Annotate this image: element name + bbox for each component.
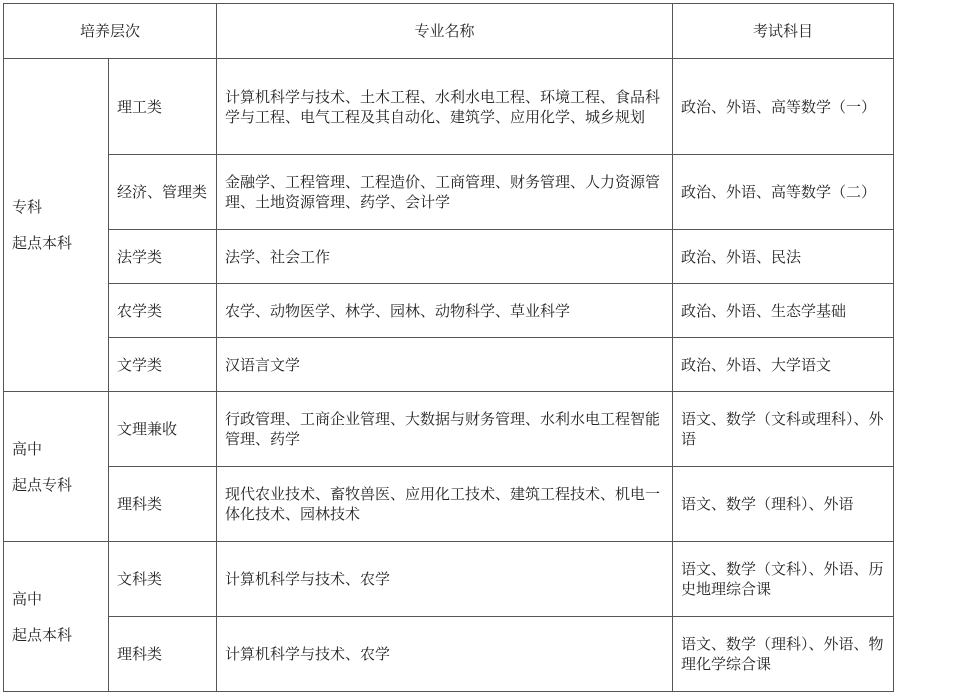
category-cell: 法学类	[109, 230, 217, 284]
majors-cell: 金融学、工程管理、工程造价、工商管理、财务管理、人力资源管理、土地资源管理、药学、会计学	[217, 155, 673, 230]
subjects-cell: 语文、数学（文科）、外语、历史地理综合课	[673, 542, 894, 617]
majors-cell: 汉语言文学	[217, 338, 673, 392]
level-line: 高中	[12, 589, 43, 608]
majors-cell: 行政管理、工商企业管理、大数据与财务管理、水利水电工程智能管理、药学	[217, 392, 673, 467]
subjects-cell: 政治、外语、大学语文	[673, 338, 894, 392]
category-cell: 农学类	[109, 284, 217, 338]
majors-cell: 计算机科学与技术、土木工程、水利水电工程、环境工程、食品科学与工程、电气工程及其自动化、建筑学、应用化学、城乡规划	[217, 59, 673, 155]
header-major: 专业名称	[217, 4, 673, 59]
category-cell: 经济、管理类	[109, 155, 217, 230]
table-row	[4, 230, 894, 284]
subjects-cell: 政治、外语、高等数学（一）	[673, 59, 894, 155]
level-cell	[4, 59, 109, 392]
table-row	[4, 467, 894, 542]
level-line: 专科	[12, 198, 43, 216]
subjects-cell: 政治、外语、民法	[673, 230, 894, 284]
category-cell: 文科类	[109, 542, 217, 617]
table-row	[4, 338, 894, 392]
level-line: 起点专科	[12, 475, 73, 494]
table-row	[4, 59, 894, 155]
table-header-row	[4, 4, 894, 59]
subjects-cell: 语文、数学（理科）、外语	[673, 467, 894, 542]
level-line: 起点本科	[12, 625, 73, 644]
majors-cell: 农学、动物医学、林学、园林、动物科学、草业科学	[217, 284, 673, 338]
subjects-cell: 语文、数学（文科或理科）、外语	[673, 392, 894, 467]
header-level: 培养层次	[4, 4, 217, 59]
majors-cell: 现代农业技术、畜牧兽医、应用化工技术、建筑工程技术、机电一体化技术、园林技术	[217, 467, 673, 542]
subjects-cell: 政治、外语、生态学基础	[673, 284, 894, 338]
table-row	[4, 617, 894, 692]
category-cell: 文学类	[109, 338, 217, 392]
subjects-cell: 语文、数学（理科）、外语、物理化学综合课	[673, 617, 894, 692]
table-row	[4, 542, 894, 617]
majors-cell: 法学、社会工作	[217, 230, 673, 284]
category-cell: 理科类	[109, 467, 217, 542]
category-cell: 文理兼收	[109, 392, 217, 467]
admissions-table	[3, 3, 894, 692]
table-row	[4, 392, 894, 467]
level-cell	[4, 542, 109, 692]
majors-cell: 计算机科学与技术、农学	[217, 542, 673, 617]
header-subjects: 考试科目	[673, 4, 894, 59]
majors-cell: 计算机科学与技术、农学	[217, 617, 673, 692]
subjects-cell: 政治、外语、高等数学（二）	[673, 155, 894, 230]
level-line: 起点本科	[12, 234, 73, 252]
category-cell: 理科类	[109, 617, 217, 692]
level-line: 高中	[12, 439, 43, 458]
table-row	[4, 284, 894, 338]
level-cell	[4, 392, 109, 542]
table-row	[4, 155, 894, 230]
category-cell: 理工类	[109, 59, 217, 155]
